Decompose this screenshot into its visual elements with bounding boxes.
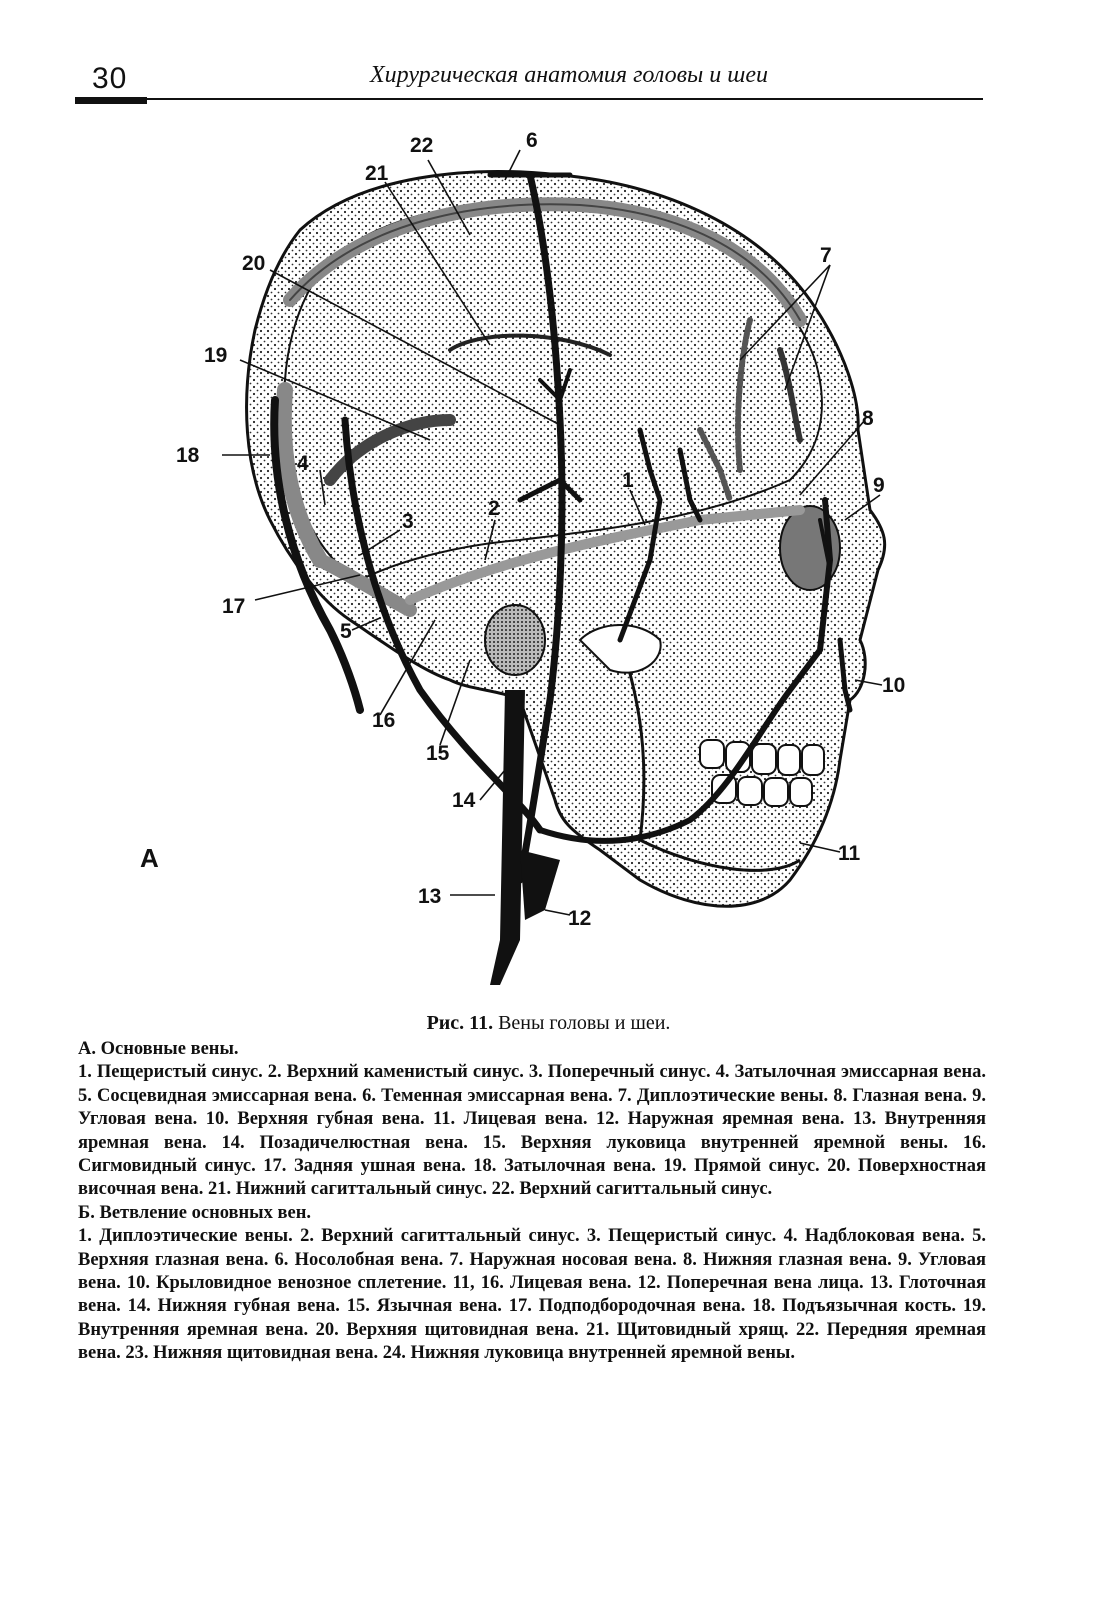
fig-label-4: 4 — [297, 452, 309, 475]
fig-label-2: 2 — [488, 497, 500, 520]
legend — [78, 1038, 986, 1366]
fig-label-21: 21 — [365, 162, 389, 185]
legend-section-a-text: 1. Пещеристый синус. 2. Верхний каменистый синус. 3. Поперечный синус. 4. Затылочная эмиссарная вена. 5. Сосцевидная эмиссарная вена. 6. Теменная эмиссарная вена. 7. Диплоэтические вены. 8. Глазная вена. 9. Угловая вена. 10. Верхняя губная вена. 11. Лицевая вена. 12. Наружная яремная вена. 13. Внутренняя яремная вена. 14. Позадичелюстная вена. 15. Верхняя луковица внутренней яремной вены. 16. Сигмовидный синус. 17. Задняя ушная вена. 18. Затылочная вена. 19. Прямой синус. 20. Поверхностная височная вена. 21. Нижний сагиттальный синус. 22. Верхний сагиттальный синус. — [78, 1062, 986, 1200]
fig-label-19: 19 — [204, 344, 228, 367]
page-number: 30 — [92, 62, 128, 95]
fig-label-7: 7 — [820, 244, 832, 267]
running-title: Хирургическая анатомия головы и шеи — [370, 62, 769, 88]
fig-label-17: 17 — [222, 595, 246, 618]
fig-label-15: 15 — [426, 742, 450, 765]
fig-label-6: 6 — [526, 129, 538, 152]
fig-label-14: 14 — [452, 789, 476, 812]
fig-label-5: 5 — [340, 620, 352, 643]
fig-label-18: 18 — [176, 444, 200, 467]
legend-section-a-title: А. Основные вены. — [78, 1039, 239, 1059]
figure-caption — [0, 1012, 1097, 1035]
fig-label-22: 22 — [410, 134, 434, 157]
header-rule — [75, 98, 983, 100]
fig-label-1: 1 — [622, 469, 634, 492]
fig-label-13: 13 — [418, 885, 442, 908]
legend-section-b-title: Б. Ветвление основных вен. — [78, 1202, 311, 1223]
caption-prefix: Рис. 11. — [426, 1012, 494, 1034]
head-neck-veins-illustration — [0, 110, 1097, 1010]
fig-label-11: 11 — [838, 842, 861, 865]
fig-label-10: 10 — [882, 674, 906, 697]
fig-label-16: 16 — [372, 709, 396, 732]
fig-label-3: 3 — [402, 510, 414, 533]
fig-label-9: 9 — [873, 474, 885, 497]
caption-text: Вены головы и шеи. — [498, 1012, 671, 1034]
legend-section-b-text: 1. Диплоэтические вены. 2. Верхний сагиттальный синус. 3. Пещеристый синус. 4. Надблоковая вена. 5. Верхняя глазная вена. 6. Носолобная вена. 7. Наружная носовая вена. 8. Нижняя глазная вена. 9. Угловая вена. 10. Крыловидное венозное сплетение. 11, 16. Лицевая вена. 12. Поперечная вена лица. 13. Глоточная вена. 14. Нижняя губная вена. 15. Язычная вена. 17. Подподбородочная вена. 18. Подъязычная кость. 19. Внутренняя яремная вена. 20. Верхняя щитовидная вена. 21. Щитовидный хрящ. 22. Передняя яремная вена. 23. Нижняя щитовидная вена. 24. Нижняя луковица внутренней яремной вены. — [78, 1226, 986, 1364]
fig-label-12: 12 — [568, 907, 592, 930]
skull-shape — [247, 172, 885, 907]
fig-label-8: 8 — [862, 407, 874, 430]
panel-letter: А — [140, 843, 159, 873]
fig-label-20: 20 — [242, 252, 266, 275]
